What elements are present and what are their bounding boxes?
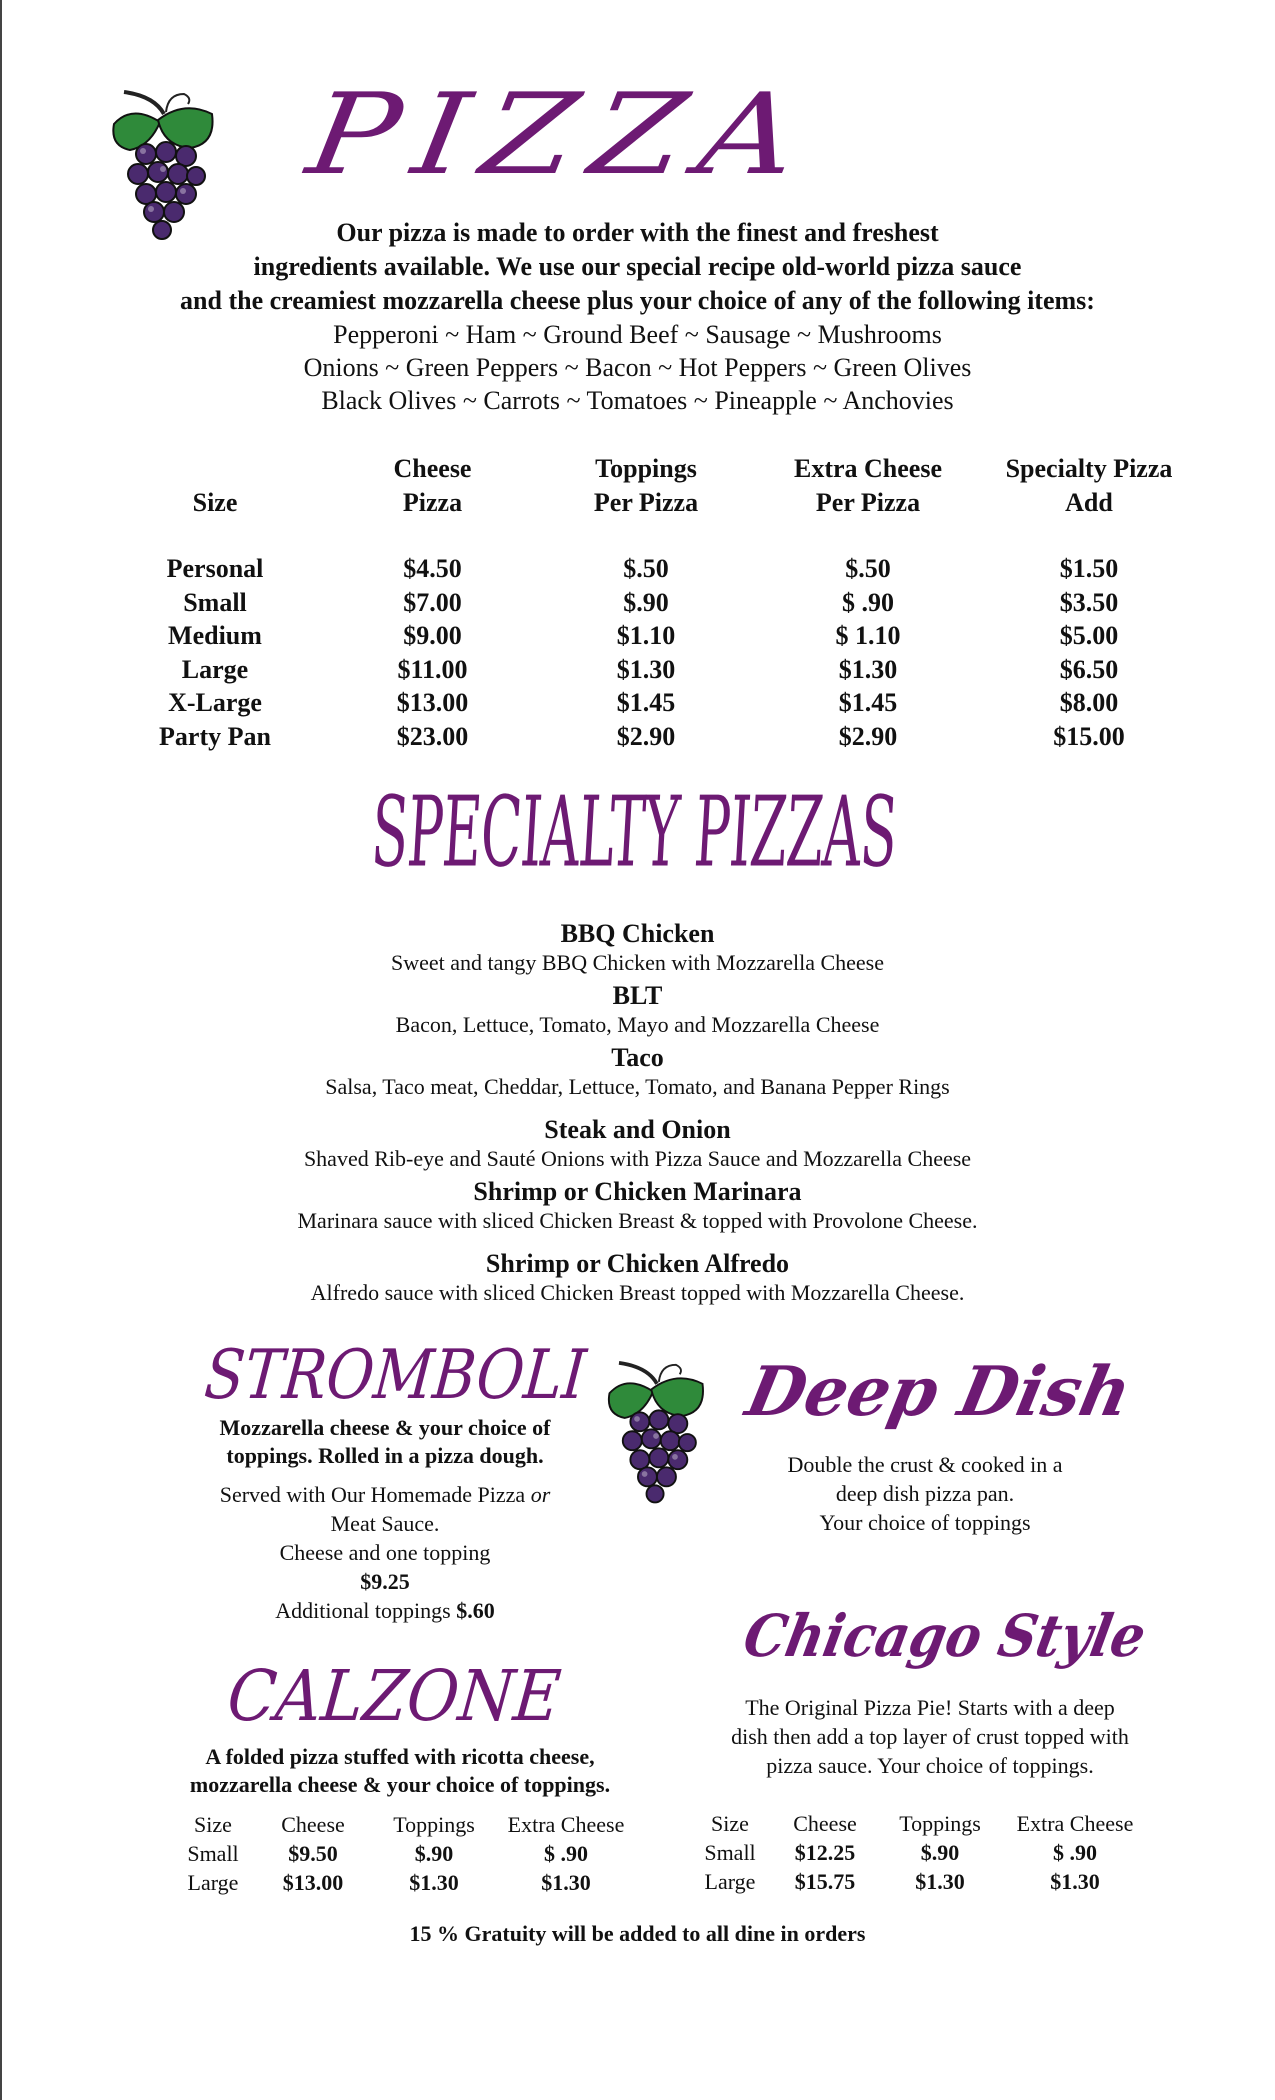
pizza-title: PIZZA: [299, 70, 824, 200]
price-cell: $ .90: [1053, 1840, 1097, 1865]
specialty-desc: Bacon, Lettuce, Tomato, Mayo and Mozzarella Cheese: [395, 1012, 880, 1037]
price-cell: $5.00: [1059, 621, 1119, 650]
price-cell: $2.90: [616, 721, 676, 751]
price-cell: $.50: [623, 554, 669, 583]
specialty-name: BBQ Chicken: [560, 919, 715, 948]
header-cell: Per Pizza: [815, 488, 921, 517]
intro-line: and the creamiest mozzarella cheese plus your choice of any of the following items:: [180, 286, 1095, 315]
specialty-item: [0, 1249, 1275, 1307]
toppings-line: Pepperoni ~ Ham ~ Ground Beef ~ Sausage ~ Mushrooms: [333, 320, 942, 349]
calzone-title: CALZONE: [224, 1655, 564, 1737]
deep-dish-line: Your choice of toppings: [819, 1510, 1031, 1535]
table-row: [100, 552, 1220, 586]
header-cell: Cheese: [393, 454, 472, 483]
size-cell: Large: [187, 1870, 239, 1895]
stromboli-title: STROMBOLI: [201, 1336, 589, 1415]
deep-dish-line: deep dish pizza pan.: [835, 1481, 1015, 1506]
table-header-row: [168, 1810, 632, 1839]
size-cell: Large: [181, 654, 249, 684]
header-cell: Extra Cheese: [507, 1812, 625, 1837]
specialty-name: Shrimp or Chicken Marinara: [473, 1177, 802, 1206]
price-cell: $1.30: [616, 654, 676, 684]
size-cell: Party Pan: [159, 721, 271, 751]
table-row: [690, 1838, 1150, 1867]
calzone-bold-line: A folded pizza stuffed with ricotta cheese,: [205, 1744, 595, 1769]
table-header-row: [100, 486, 1220, 520]
stromboli-additional-price: $.60: [456, 1598, 495, 1623]
chicago-style-title: Chicago Style: [738, 1602, 1152, 1670]
specialty-desc: Salsa, Taco meat, Cheddar, Lettuce, Tomato, and Banana Pepper Rings: [325, 1074, 950, 1099]
chicago-price-table: [690, 1809, 1150, 1896]
table-row: [690, 1867, 1150, 1896]
stromboli-bold-line: Mozzarella cheese & your choice of: [219, 1415, 551, 1440]
calzone-price-table: [168, 1810, 632, 1897]
price-cell: $1.30: [1050, 1869, 1100, 1894]
size-cell: Medium: [168, 621, 262, 650]
price-cell: $.50: [845, 554, 891, 583]
header-cell: Toppings: [393, 1812, 475, 1837]
specialty-title: SPECIALTY PIZZAS: [368, 775, 900, 889]
stromboli-served-or: or: [530, 1482, 551, 1507]
toppings-line: Black Olives ~ Carrots ~ Tomatoes ~ Pineapple ~ Anchovies: [321, 386, 954, 415]
specialty-name: BLT: [612, 981, 663, 1010]
price-cell: $4.50: [403, 554, 462, 583]
price-cell: $1.30: [838, 654, 898, 684]
chicago-description: [690, 1693, 1170, 1780]
price-cell: $ .90: [842, 587, 894, 617]
price-cell: $1.45: [838, 688, 898, 717]
price-cell: $1.45: [616, 688, 676, 717]
header-cell: Extra Cheese: [793, 454, 942, 483]
size-cell: Large: [704, 1869, 756, 1894]
specialty-item: [0, 1115, 1275, 1173]
specialty-name: Steak and Onion: [544, 1115, 731, 1144]
table-row: [100, 686, 1220, 720]
chicago-line: dish then add a top layer of crust topped with: [731, 1724, 1129, 1749]
toppings-line: Onions ~ Green Peppers ~ Bacon ~ Hot Peppers ~ Green Olives: [303, 353, 972, 382]
chicago-line: pizza sauce. Your choice of toppings.: [766, 1753, 1094, 1778]
table-row: [168, 1868, 632, 1897]
price-cell: $1.30: [541, 1870, 591, 1895]
header-cell: Toppings: [899, 1811, 981, 1836]
price-cell: $1.50: [1059, 554, 1119, 583]
pizza-intro: [0, 216, 1275, 417]
price-cell: $7.00: [403, 587, 462, 617]
table-header-row: [100, 452, 1220, 486]
price-cell: $2.90: [838, 721, 898, 751]
price-cell: $.90: [623, 587, 669, 617]
header-cell: [100, 452, 330, 486]
price-cell: $23.00: [396, 721, 469, 751]
stromboli-additional-label: Additional toppings: [275, 1598, 457, 1623]
price-cell: $13.00: [396, 688, 469, 717]
price-cell: $6.50: [1059, 654, 1119, 684]
stromboli-cheese-line: Cheese and one topping: [279, 1540, 491, 1565]
header-cell: Per Pizza: [593, 488, 699, 517]
chicago-line: The Original Pizza Pie! Starts with a deep: [745, 1695, 1115, 1720]
calzone-description: [150, 1743, 650, 1799]
intro-line: Our pizza is made to order with the finest and freshest: [336, 218, 939, 247]
pizza-price-table: [100, 452, 1220, 753]
specialty-desc: Shaved Rib-eye and Sauté Onions with Pizza Sauce and Mozzarella Cheese: [303, 1146, 972, 1171]
price-cell: $9.00: [403, 621, 462, 650]
header-cell: Size: [192, 488, 238, 517]
specialty-item: [0, 1177, 1275, 1235]
price-cell: $8.00: [1059, 688, 1119, 717]
gratuity-note: 15 % Gratuity will be added to all dine in orders: [409, 1921, 866, 1946]
price-cell: $1.30: [409, 1870, 459, 1895]
specialty-item: [0, 919, 1275, 977]
table-row: [100, 586, 1220, 620]
price-cell: $15.00: [1053, 721, 1125, 751]
price-cell: $11.00: [397, 654, 468, 684]
deep-dish-title: Deep Dish: [739, 1352, 1138, 1432]
price-cell: $.90: [414, 1841, 454, 1866]
size-cell: X-Large: [168, 688, 262, 717]
deep-dish-description: [735, 1450, 1115, 1537]
price-cell: $13.00: [282, 1870, 344, 1895]
stromboli-description: [180, 1414, 590, 1625]
specialty-desc: Sweet and tangy BBQ Chicken with Mozzarella Cheese: [390, 950, 885, 975]
price-cell: $15.75: [794, 1869, 856, 1894]
header-cell: Cheese: [793, 1811, 857, 1836]
specialty-item: [0, 1043, 1275, 1101]
calzone-bold-line: mozzarella cheese & your choice of toppings.: [189, 1772, 611, 1797]
deep-dish-line: Double the crust & cooked in a: [787, 1452, 1063, 1477]
table-row: [100, 720, 1220, 754]
size-cell: Small: [187, 1841, 239, 1866]
table-header-row: [690, 1809, 1150, 1838]
specialty-item: [0, 981, 1275, 1039]
header-cell: Specialty Pizza: [1005, 454, 1173, 483]
price-cell: $9.50: [288, 1841, 338, 1866]
header-cell: Toppings: [595, 454, 697, 483]
stromboli-price: $9.25: [360, 1569, 410, 1594]
table-row: [100, 619, 1220, 653]
price-cell: $1.30: [915, 1869, 965, 1894]
stromboli-served-line: [180, 1480, 590, 1509]
header-cell: Add: [1065, 488, 1113, 517]
grapes-icon: [600, 1354, 712, 1518]
size-cell: Small: [183, 587, 247, 617]
specialty-name: Shrimp or Chicken Alfredo: [485, 1249, 790, 1278]
size-cell: Small: [704, 1840, 756, 1865]
specialty-name: Taco: [611, 1043, 664, 1072]
price-cell: $1.10: [616, 621, 676, 650]
size-cell: Personal: [166, 554, 264, 583]
price-cell: $ 1.10: [835, 621, 901, 650]
stromboli-served-line2: Meat Sauce.: [330, 1511, 440, 1536]
stromboli-served-text: Served with Our Homemade Pizza: [219, 1482, 531, 1507]
table-row: [100, 653, 1220, 687]
price-cell: $12.25: [794, 1840, 856, 1865]
price-cell: $ .90: [544, 1841, 588, 1866]
specialty-desc: Alfredo sauce with sliced Chicken Breast topped with Mozzarella Cheese.: [310, 1280, 965, 1305]
price-cell: $.90: [920, 1840, 960, 1865]
specialty-desc: Marinara sauce with sliced Chicken Breast & topped with Provolone Cheese.: [297, 1208, 978, 1233]
stromboli-bold-line: toppings. Rolled in a pizza dough.: [226, 1443, 544, 1468]
intro-line: ingredients available. We use our special recipe old-world pizza sauce: [253, 252, 1022, 281]
table-row: [168, 1839, 632, 1868]
header-cell: Pizza: [402, 488, 463, 517]
stromboli-additional-line: [180, 1596, 590, 1625]
header-cell: Extra Cheese: [1016, 1811, 1134, 1836]
header-cell: Cheese: [281, 1812, 345, 1837]
header-cell: Size: [711, 1811, 749, 1836]
price-cell: $3.50: [1059, 587, 1119, 617]
header-cell: Size: [194, 1812, 232, 1837]
